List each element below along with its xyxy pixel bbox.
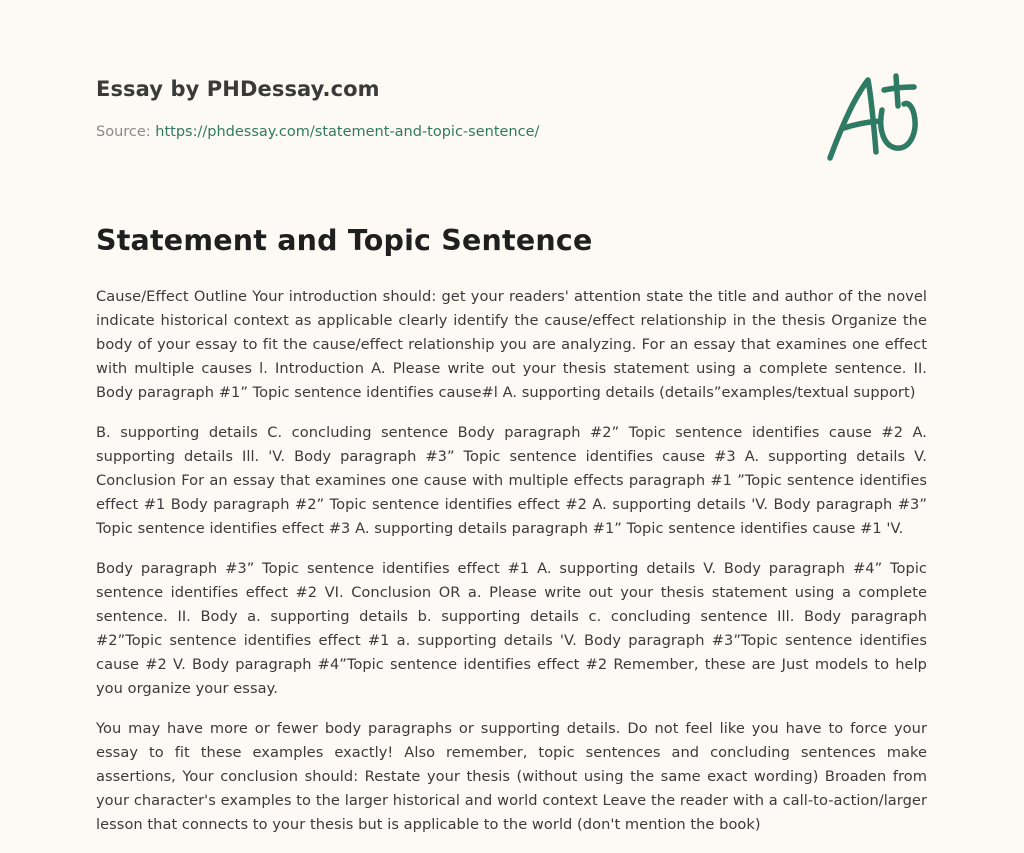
source-link[interactable]: https://phdessay.com/statement-and-topic-sentence/ (155, 124, 540, 140)
article-body (96, 285, 927, 853)
source-label: Source: (96, 124, 156, 140)
a-plus-logo-icon (822, 66, 930, 166)
paragraph: Cause/Effect Outline Your introduction should: get your readers' attention state the title and author of the novel indicate historical context as applicable clearly identify the cause/effect relationship in the thesis Organize the body of your essay to fit the cause/effect relationship you are analyzing. For an essay that examines one effect with multiple causes l. Introduction A. Please write out your thesis statement using a complete sentence. II. Body paragraph #1” Topic sentence identifies cause#l A. supporting details (details”examples/textual support) (96, 288, 927, 401)
article-title: Statement and Topic Sentence (96, 224, 593, 257)
site-brand: Essay by PHDessay.com (96, 77, 380, 101)
paragraph: B. supporting details C. concluding sentence Body paragraph #2” Topic sentence identifies cause #2 A. supporting details Ill. 'V. Body paragraph #3” Topic sentence identifies cause #3 A. supporting details V. Conclusion For an essay that examines one cause with multiple effects paragraph #1 ”Topic sentence identifies effect #1 Body paragraph #2” Topic sentence identifies effect #2 A. supporting details 'V. Body paragraph #3” Topic sentence identifies effect #3 A. supporting details paragraph #1” Topic sentence identifies cause #1 'V. (96, 424, 927, 537)
paragraph: You may have more or fewer body paragraphs or supporting details. Do not feel like you have to force your essay to fit these examples exactly! Also remember, topic sentences and concluding sentences make assertions, Your conclusion should: Restate your thesis (without using the same exact wording) Broaden from your character's examples to the larger historical and world context Leave the reader with a call-to-action/larger lesson that connects to your thesis but is applicable to the world (don't mention the book) (96, 720, 927, 833)
source-line (96, 124, 539, 140)
paragraph: Body paragraph #3” Topic sentence identifies effect #1 A. supporting details V. Body paragraph #4” Topic sentence identifies effect #2 VI. Conclusion OR a. Please write out your thesis statement using a complete sentence. II. Body a. supporting details b. supporting details c. concluding sentence Ill. Body paragraph #2”Topic sentence identifies effect #1 a. supporting details 'V. Body paragraph #3”Topic sentence identifies cause #2 V. Body paragraph #4”Topic sentence identifies effect #2 Remember, these are Just models to help you organize your essay. (96, 560, 927, 697)
page-header (96, 0, 928, 190)
